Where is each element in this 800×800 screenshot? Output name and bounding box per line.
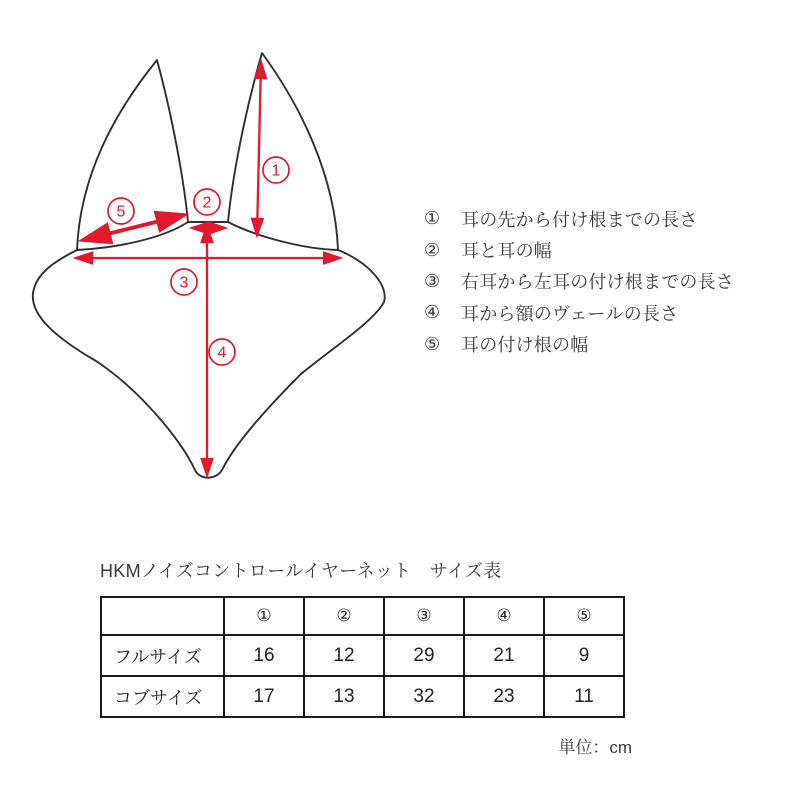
size-table-title: HKMノイズコントロールイヤーネット サイズ表 (100, 561, 502, 581)
legend-text-3: 右耳から左耳の付け根までの長さ (461, 272, 734, 293)
callout-5 (108, 198, 134, 224)
legend-item-4 (424, 297, 734, 328)
legend-text-2: 耳と耳の幅 (461, 241, 552, 262)
size-table-header-row (101, 597, 624, 635)
full-size-value-1: 16 (224, 635, 304, 676)
cob-size-value-5: 11 (544, 676, 624, 717)
size-table-block (100, 557, 625, 718)
callout-1 (263, 157, 289, 183)
full-size-value-4: 21 (464, 635, 544, 676)
unit-note: 単位：cm (558, 738, 632, 757)
callout-number-3: 3 (179, 274, 189, 292)
legend-text-5: 耳の付け根の幅 (461, 335, 589, 356)
callout-number-2: 2 (202, 194, 212, 212)
size-table-header-5: ⑤ (544, 597, 624, 635)
legend-marker-1: ① (424, 208, 441, 229)
cob-size-value-3: 32 (384, 676, 464, 717)
size-table (100, 596, 625, 718)
callout-number-4: 4 (217, 344, 227, 362)
legend-marker-2: ② (424, 239, 441, 260)
full-size-value-5: 9 (544, 635, 624, 676)
size-table-header-4: ④ (464, 597, 544, 635)
size-table-header-2: ② (304, 597, 384, 635)
cob-size-value-4: 23 (464, 676, 544, 717)
callout-number-1: 1 (271, 162, 281, 180)
legend-item-5 (424, 329, 734, 360)
legend-marker-3: ③ (424, 270, 441, 291)
measure-arrow-1 (257, 62, 261, 235)
full-size-value-2: 12 (304, 635, 384, 676)
legend-item-1 (424, 203, 734, 234)
size-table-corner-cell (101, 597, 224, 635)
legend-text-4: 耳から額のヴェールの長さ (461, 303, 679, 324)
row-label-full-size: フルサイズ (101, 635, 224, 676)
table-row-full-size (101, 635, 624, 676)
legend-text-1: 耳の先から付け根までの長さ (461, 209, 698, 230)
bonnet-outline (33, 53, 385, 478)
table-row-cob-size (101, 676, 624, 717)
callout-4 (209, 339, 235, 365)
legend-item-3 (424, 266, 734, 297)
size-table-header-3: ③ (384, 597, 464, 635)
ear-net-measurement-diagram (0, 0, 420, 530)
legend-marker-5: ⑤ (424, 333, 441, 354)
callout-3 (171, 269, 197, 295)
right-ear-base-line (228, 222, 338, 250)
row-label-cob-size: コブサイズ (101, 676, 224, 717)
measure-arrow-5 (83, 215, 184, 240)
legend-item-2 (424, 234, 734, 265)
cob-size-value-1: 17 (224, 676, 304, 717)
cob-size-value-2: 13 (304, 676, 384, 717)
measurement-legend (424, 203, 734, 360)
full-size-value-3: 29 (384, 635, 464, 676)
callout-2 (194, 189, 220, 215)
size-table-header-1: ① (224, 597, 304, 635)
callout-number-5: 5 (116, 203, 126, 221)
legend-marker-4: ④ (424, 302, 441, 323)
